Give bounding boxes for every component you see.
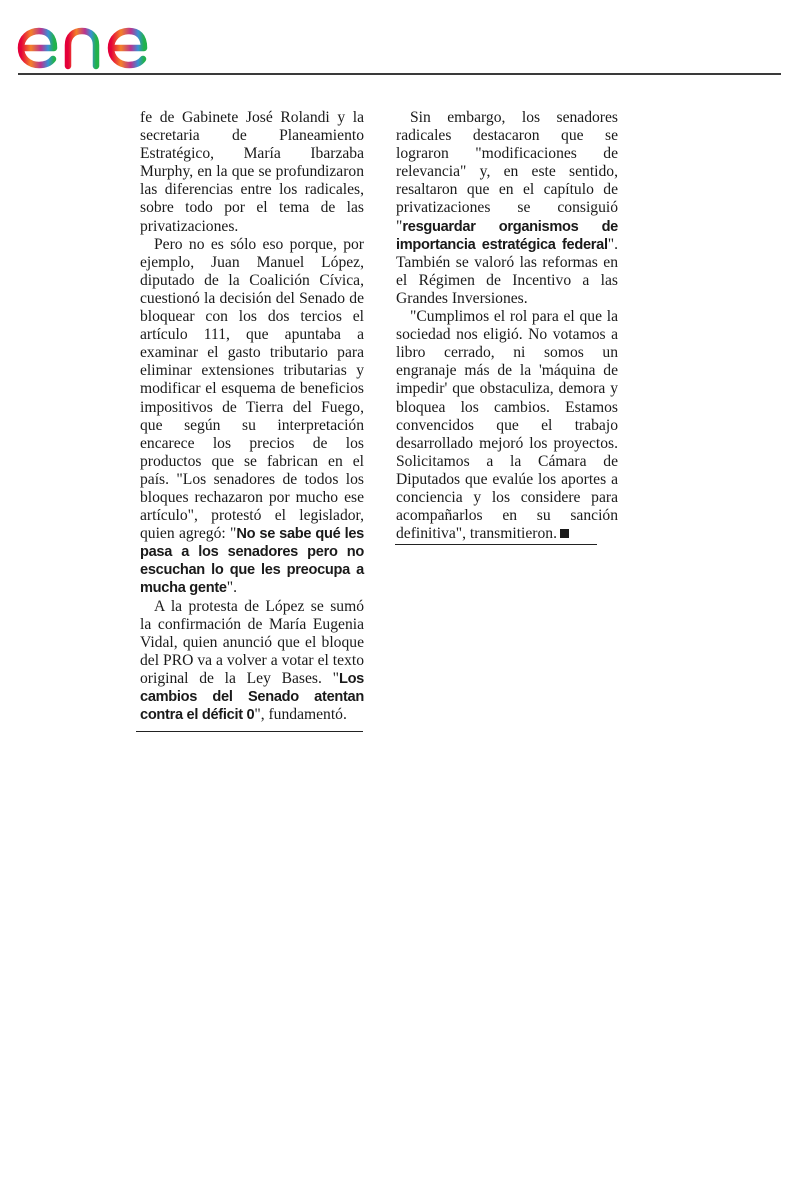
paragraph: fe de Gabinete José Rolandi y la secretaria de Planeamiento Estratégico, María Ibarzaba Murphy, en la que se profundizaron las diferencias entre los radicales, sobre todo por el tema de las privatizaciones.: [140, 109, 364, 235]
column-divider-right: [395, 544, 597, 545]
text-run: "Cumplimos el rol para el que la sociedad nos eligió. No votamos a libro cerrado, ni somos un engranaje más de la 'máquina de impedir' que obstaculiza, demora y bloquea los cambios. Estamos convencidos que el trabajo desarrollado mejoró los proyectos. Solicitamos a la Cámara de Diputados que evalúe los aportes a conciencia y los considere para acompañarlos en su sanción definitiva", transmitieron.: [396, 308, 618, 543]
highlight-quote: No se sabe qué les pasa a los senadores pero no escuchan lo que les preocupa a mucha gente: [140, 526, 364, 597]
highlight-quote: resguardar organismos de importancia estratégica federal: [396, 218, 618, 253]
text-run: ". También se valoró las reformas en el Régimen de Incentivo a las Grandes Inversiones.: [396, 235, 618, 307]
paragraph: [140, 598, 364, 725]
article-column-left: [140, 109, 364, 724]
paragraph: [140, 236, 364, 598]
paragraph: [396, 109, 618, 308]
text-run: ".: [226, 579, 237, 597]
enel-logo-icon: [16, 8, 180, 70]
highlight-quote: Los cambios del Senado atentan contra el déficit 0: [140, 670, 364, 724]
end-of-article-icon: [560, 529, 569, 538]
article-column-right: [396, 109, 618, 543]
text-run: Pero no es sólo eso porque, por ejemplo, Juan Manuel López, diputado de la Coalición Cívica, cuestionó la decisión del Senado de bloquear con los dos tercios el artículo 111, que apuntaba a examinar el gasto tributario para eliminar extensiones tributarias y modificar el esquema de beneficios impositivos de Tierra del Fuego, que según su interpretación encarece los precios de los productos que se fabrican en el país. "Los senadores de todos los bloques rechazaron por mucho ese artículo", protestó el legislador, quien agregó: ": [140, 235, 364, 543]
column-divider-left: [136, 731, 363, 732]
enel-logo: [16, 8, 180, 70]
paragraph: [396, 308, 618, 543]
text-run: Sin embargo, los senadores radicales destacaron que se lograron "modificaciones de relevancia" y, en este sentido, resaltaron que en el capítulo de privatizaciones se consiguió ": [396, 109, 618, 235]
text-run: A la protesta de López se sumó la confirmación de María Eugenia Vidal, quien anunció que el bloque del PRO va a volver a votar el texto original de la Ley Bases. ": [140, 597, 364, 687]
text-run: ", fundamentó.: [254, 706, 347, 724]
header-divider: [18, 73, 781, 75]
